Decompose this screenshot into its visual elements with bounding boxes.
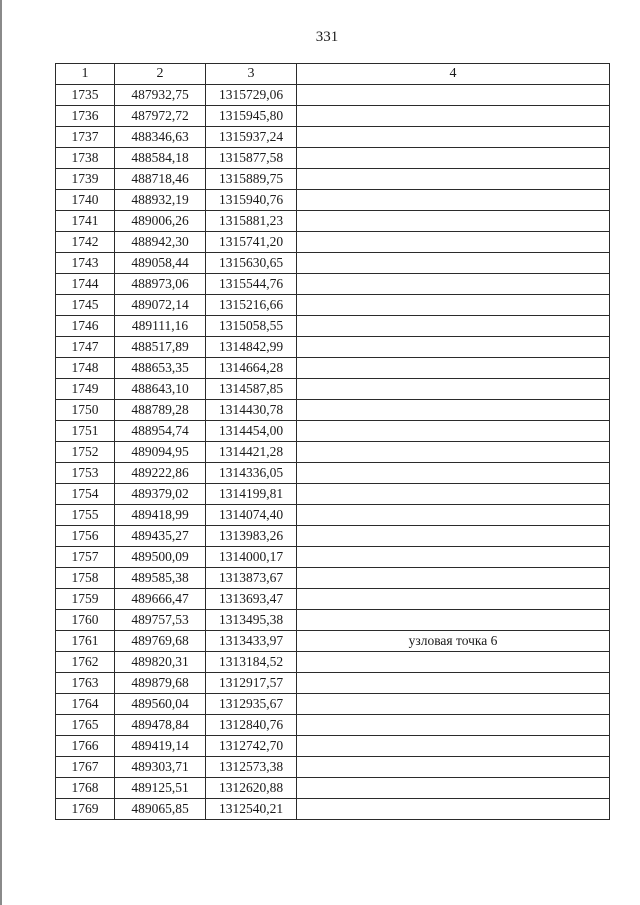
- page-left-edge: [0, 0, 2, 905]
- table-row: [56, 442, 610, 463]
- table-row: [56, 358, 610, 379]
- point-number-cell: 1767: [56, 757, 115, 778]
- note-cell: [297, 421, 610, 442]
- note-cell: [297, 400, 610, 421]
- note-cell: [297, 589, 610, 610]
- y-coordinate-cell: 1312742,70: [206, 736, 297, 757]
- table-row: [56, 295, 610, 316]
- note-cell: [297, 253, 610, 274]
- note-cell: [297, 568, 610, 589]
- y-coordinate-cell: 1314000,17: [206, 547, 297, 568]
- point-number-cell: 1743: [56, 253, 115, 274]
- y-coordinate-cell: 1315741,20: [206, 232, 297, 253]
- table-row: [56, 316, 610, 337]
- note-cell: [297, 106, 610, 127]
- column-header-2: 2: [115, 64, 206, 85]
- table-row: [56, 757, 610, 778]
- note-cell: [297, 673, 610, 694]
- table-row: [56, 379, 610, 400]
- y-coordinate-cell: 1313873,67: [206, 568, 297, 589]
- x-coordinate-cell: 487932,75: [115, 85, 206, 106]
- table-row: [56, 631, 610, 652]
- x-coordinate-cell: 489418,99: [115, 505, 206, 526]
- table-row: [56, 778, 610, 799]
- x-coordinate-cell: 488346,63: [115, 127, 206, 148]
- y-coordinate-cell: 1315058,55: [206, 316, 297, 337]
- point-number-cell: 1766: [56, 736, 115, 757]
- y-coordinate-cell: 1315940,76: [206, 190, 297, 211]
- point-number-cell: 1739: [56, 169, 115, 190]
- x-coordinate-cell: 489065,85: [115, 799, 206, 820]
- y-coordinate-cell: 1314454,00: [206, 421, 297, 442]
- note-cell: [297, 316, 610, 337]
- x-coordinate-cell: 488517,89: [115, 337, 206, 358]
- y-coordinate-cell: 1314430,78: [206, 400, 297, 421]
- point-number-cell: 1769: [56, 799, 115, 820]
- y-coordinate-cell: 1315216,66: [206, 295, 297, 316]
- table-row: [56, 148, 610, 169]
- x-coordinate-cell: 489111,16: [115, 316, 206, 337]
- y-coordinate-cell: 1312840,76: [206, 715, 297, 736]
- x-coordinate-cell: 489585,38: [115, 568, 206, 589]
- table-row: [56, 211, 610, 232]
- table-row: [56, 715, 610, 736]
- x-coordinate-cell: 489058,44: [115, 253, 206, 274]
- x-coordinate-cell: 488932,19: [115, 190, 206, 211]
- note-cell: [297, 232, 610, 253]
- table-row: [56, 694, 610, 715]
- x-coordinate-cell: 487972,72: [115, 106, 206, 127]
- point-number-cell: 1755: [56, 505, 115, 526]
- point-number-cell: 1736: [56, 106, 115, 127]
- y-coordinate-cell: 1312935,67: [206, 694, 297, 715]
- point-number-cell: 1741: [56, 211, 115, 232]
- note-cell: [297, 379, 610, 400]
- x-coordinate-cell: 489820,31: [115, 652, 206, 673]
- point-number-cell: 1740: [56, 190, 115, 211]
- y-coordinate-cell: 1313495,38: [206, 610, 297, 631]
- point-number-cell: 1745: [56, 295, 115, 316]
- y-coordinate-cell: 1313693,47: [206, 589, 297, 610]
- table-row: [56, 253, 610, 274]
- note-cell: [297, 127, 610, 148]
- y-coordinate-cell: 1314664,28: [206, 358, 297, 379]
- y-coordinate-cell: 1313184,52: [206, 652, 297, 673]
- point-number-cell: 1760: [56, 610, 115, 631]
- x-coordinate-cell: 489379,02: [115, 484, 206, 505]
- table-row: [56, 337, 610, 358]
- y-coordinate-cell: 1314842,99: [206, 337, 297, 358]
- table-row: [56, 190, 610, 211]
- y-coordinate-cell: 1315945,80: [206, 106, 297, 127]
- x-coordinate-cell: 489125,51: [115, 778, 206, 799]
- point-number-cell: 1768: [56, 778, 115, 799]
- y-coordinate-cell: 1315881,23: [206, 211, 297, 232]
- note-cell: [297, 85, 610, 106]
- point-number-cell: 1749: [56, 379, 115, 400]
- x-coordinate-cell: 488718,46: [115, 169, 206, 190]
- x-coordinate-cell: 488942,30: [115, 232, 206, 253]
- note-cell: [297, 778, 610, 799]
- y-coordinate-cell: 1313983,26: [206, 526, 297, 547]
- table-row: [56, 421, 610, 442]
- x-coordinate-cell: 489435,27: [115, 526, 206, 547]
- note-cell: [297, 799, 610, 820]
- y-coordinate-cell: 1315729,06: [206, 85, 297, 106]
- note-cell: [297, 169, 610, 190]
- point-number-cell: 1746: [56, 316, 115, 337]
- note-cell: [297, 463, 610, 484]
- point-number-cell: 1761: [56, 631, 115, 652]
- point-number-cell: 1751: [56, 421, 115, 442]
- y-coordinate-cell: 1315889,75: [206, 169, 297, 190]
- x-coordinate-cell: 488584,18: [115, 148, 206, 169]
- note-cell: [297, 736, 610, 757]
- note-cell: [297, 211, 610, 232]
- point-number-cell: 1735: [56, 85, 115, 106]
- point-number-cell: 1763: [56, 673, 115, 694]
- y-coordinate-cell: 1314074,40: [206, 505, 297, 526]
- y-coordinate-cell: 1313433,97: [206, 631, 297, 652]
- note-cell: [297, 148, 610, 169]
- table-row: [56, 106, 610, 127]
- y-coordinate-cell: 1314421,28: [206, 442, 297, 463]
- point-number-cell: 1744: [56, 274, 115, 295]
- point-number-cell: 1752: [56, 442, 115, 463]
- point-number-cell: 1750: [56, 400, 115, 421]
- point-number-cell: 1764: [56, 694, 115, 715]
- note-cell: [297, 190, 610, 211]
- table-row: [56, 547, 610, 568]
- point-number-cell: 1756: [56, 526, 115, 547]
- x-coordinate-cell: 489769,68: [115, 631, 206, 652]
- table-row: [56, 526, 610, 547]
- y-coordinate-cell: 1315877,58: [206, 148, 297, 169]
- point-number-cell: 1738: [56, 148, 115, 169]
- column-header-1: 1: [56, 64, 115, 85]
- x-coordinate-cell: 489419,14: [115, 736, 206, 757]
- note-cell: [297, 337, 610, 358]
- table-row: [56, 484, 610, 505]
- x-coordinate-cell: 489560,04: [115, 694, 206, 715]
- page-number: 331: [315, 29, 339, 45]
- x-coordinate-cell: 489094,95: [115, 442, 206, 463]
- table-row: [56, 568, 610, 589]
- point-number-cell: 1742: [56, 232, 115, 253]
- note-cell: [297, 610, 610, 631]
- note-cell: [297, 526, 610, 547]
- note-cell: [297, 694, 610, 715]
- x-coordinate-cell: 489222,86: [115, 463, 206, 484]
- x-coordinate-cell: 489478,84: [115, 715, 206, 736]
- point-number-cell: 1753: [56, 463, 115, 484]
- x-coordinate-cell: 489303,71: [115, 757, 206, 778]
- point-number-cell: 1758: [56, 568, 115, 589]
- x-coordinate-cell: 489006,26: [115, 211, 206, 232]
- point-number-cell: 1762: [56, 652, 115, 673]
- point-number-cell: 1754: [56, 484, 115, 505]
- note-cell: [297, 442, 610, 463]
- note-cell: [297, 757, 610, 778]
- table-row: [56, 799, 610, 820]
- note-cell: узловая точка 6: [297, 631, 610, 652]
- note-cell: [297, 715, 610, 736]
- x-coordinate-cell: 489757,53: [115, 610, 206, 631]
- table-row: [56, 505, 610, 526]
- note-cell: [297, 358, 610, 379]
- y-coordinate-cell: 1315630,65: [206, 253, 297, 274]
- x-coordinate-cell: 488643,10: [115, 379, 206, 400]
- x-coordinate-cell: 489500,09: [115, 547, 206, 568]
- y-coordinate-cell: 1312620,88: [206, 778, 297, 799]
- table-row: [56, 610, 610, 631]
- y-coordinate-cell: 1312540,21: [206, 799, 297, 820]
- x-coordinate-cell: 488973,06: [115, 274, 206, 295]
- x-coordinate-cell: 489072,14: [115, 295, 206, 316]
- x-coordinate-cell: 488789,28: [115, 400, 206, 421]
- point-number-cell: 1748: [56, 358, 115, 379]
- y-coordinate-cell: 1315544,76: [206, 274, 297, 295]
- note-cell: [297, 274, 610, 295]
- table-row: [56, 589, 610, 610]
- x-coordinate-cell: 489879,68: [115, 673, 206, 694]
- y-coordinate-cell: 1315937,24: [206, 127, 297, 148]
- note-cell: [297, 652, 610, 673]
- x-coordinate-cell: 488954,74: [115, 421, 206, 442]
- note-cell: [297, 295, 610, 316]
- table-row: [56, 652, 610, 673]
- note-cell: [297, 484, 610, 505]
- table-row: [56, 274, 610, 295]
- y-coordinate-cell: 1312917,57: [206, 673, 297, 694]
- table-row: [56, 127, 610, 148]
- point-number-cell: 1757: [56, 547, 115, 568]
- table-row: [56, 736, 610, 757]
- table-row: [56, 232, 610, 253]
- coordinates-table: [55, 63, 610, 820]
- table-header-row: [56, 64, 610, 85]
- point-number-cell: 1759: [56, 589, 115, 610]
- point-number-cell: 1765: [56, 715, 115, 736]
- x-coordinate-cell: 489666,47: [115, 589, 206, 610]
- column-header-4: 4: [297, 64, 610, 85]
- table-row: [56, 400, 610, 421]
- table-body: [56, 85, 610, 820]
- column-header-3: 3: [206, 64, 297, 85]
- y-coordinate-cell: 1314199,81: [206, 484, 297, 505]
- point-number-cell: 1737: [56, 127, 115, 148]
- note-cell: [297, 505, 610, 526]
- y-coordinate-cell: 1314336,05: [206, 463, 297, 484]
- note-cell: [297, 547, 610, 568]
- point-number-cell: 1747: [56, 337, 115, 358]
- table-row: [56, 169, 610, 190]
- y-coordinate-cell: 1314587,85: [206, 379, 297, 400]
- table-row: [56, 673, 610, 694]
- table-row: [56, 463, 610, 484]
- x-coordinate-cell: 488653,35: [115, 358, 206, 379]
- y-coordinate-cell: 1312573,38: [206, 757, 297, 778]
- table-row: [56, 85, 610, 106]
